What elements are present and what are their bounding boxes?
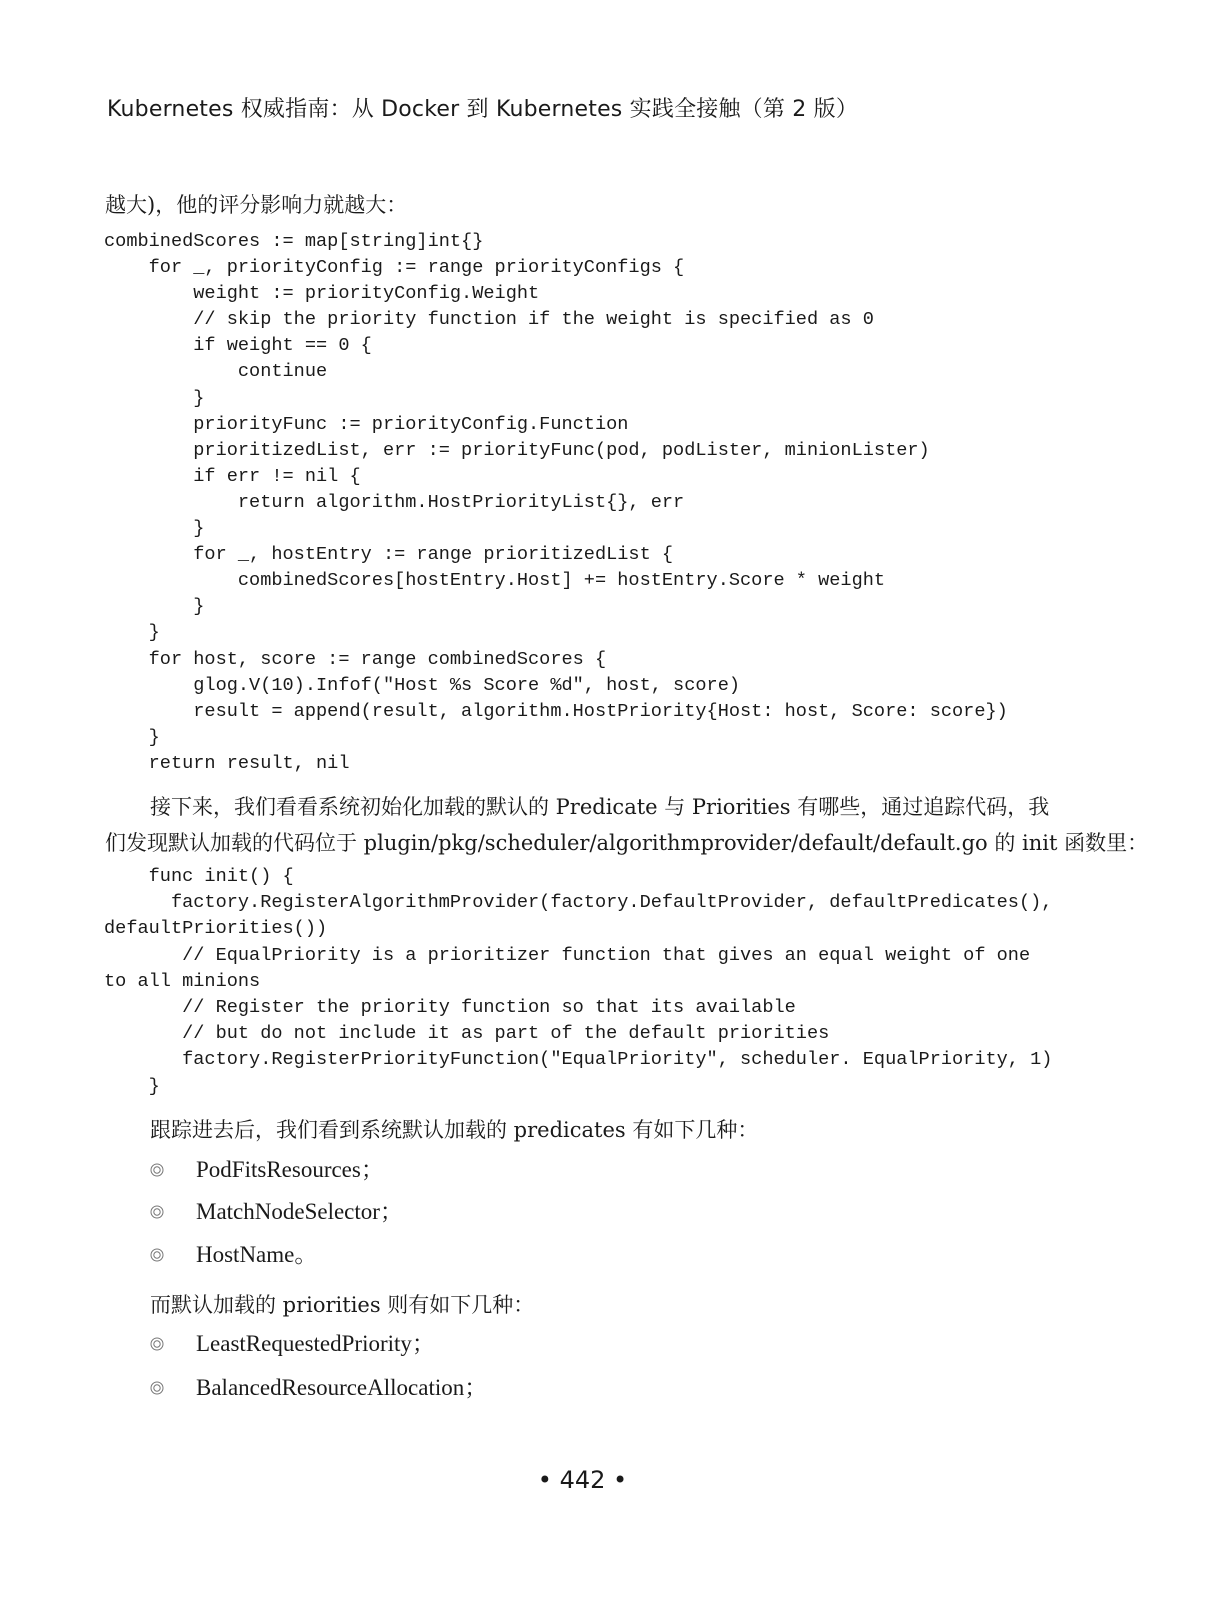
code-line: combinedScores[hostEntry.Host] += hostEntry.Score * weight: [104, 570, 886, 592]
code-line: }: [104, 387, 205, 409]
page-header-title: Kubernetes 权威指南：从 Docker 到 Kubernetes 实践全接触（第 2 版）: [107, 97, 859, 122]
list-item-text: PodFitsResources；: [196, 1157, 384, 1182]
code-line: result = append(result, algorithm.HostPriority{Host: host, Score: score}): [104, 700, 1008, 722]
list-item-text: HostName。: [196, 1242, 318, 1267]
code-line: // but do not include it as part of the default priorities: [104, 1023, 830, 1045]
code-line: factory.RegisterPriorityFunction("EqualPriority", scheduler. EqualPriority, 1): [104, 1049, 1053, 1071]
code-line: for host, score := range combinedScores {: [104, 648, 607, 670]
code-line: // EqualPriority is a prioritizer function that gives an equal weight of one: [104, 944, 1031, 966]
list-item-text: MatchNodeSelector；: [196, 1199, 403, 1224]
code-line: for _, priorityConfig := range priorityConfigs {: [104, 257, 685, 279]
double-circle-bullet-icon: [150, 1337, 164, 1351]
code-line: glog.V(10).Infof("Host %s Score %d", host, score): [104, 674, 741, 696]
code-line: }: [104, 622, 160, 644]
intro-paragraph: 越大)，他的评分影响力就越大：: [105, 193, 408, 217]
double-circle-bullet-icon: [150, 1248, 164, 1262]
paragraph-line: 们发现默认加载的代码位于 plugin/pkg/scheduler/algorithmprovider/default/default.go 的 init 函数里：: [105, 831, 1149, 855]
code-line: }: [104, 518, 205, 540]
code-line: to all minions: [104, 970, 261, 992]
code-line: prioritizedList, err := priorityFunc(pod, podLister, minionLister): [104, 439, 930, 461]
list-item-text: LeastRequestedPriority；: [196, 1331, 435, 1356]
double-circle-bullet-icon: [150, 1205, 164, 1219]
code-block-priority-scoring: [104, 229, 1008, 777]
code-line: }: [104, 1075, 160, 1097]
code-line: factory.RegisterAlgorithmProvider(factory.DefaultProvider, defaultPredicates(),: [104, 892, 1053, 914]
code-line: return result, nil: [104, 752, 350, 774]
code-line: defaultPriorities()): [104, 918, 328, 940]
code-line: weight := priorityConfig.Weight: [104, 283, 540, 305]
double-circle-bullet-icon: [150, 1163, 164, 1177]
list-item-text: BalancedResourceAllocation；: [196, 1375, 488, 1400]
code-line: }: [104, 726, 160, 748]
code-line: return algorithm.HostPriorityList{}, err: [104, 491, 685, 513]
priorities-intro-paragraph: 而默认加载的 priorities 则有如下几种：: [150, 1293, 535, 1317]
code-line: if err != nil {: [104, 465, 361, 487]
code-line: combinedScores := map[string]int{}: [104, 231, 484, 252]
code-line: for _, hostEntry := range prioritizedList {: [104, 544, 674, 566]
predicates-intro-paragraph: 跟踪进去后，我们看到系统默认加载的 predicates 有如下几种：: [150, 1118, 759, 1142]
code-line: func init() {: [104, 866, 294, 887]
code-line: // Register the priority function so that its available: [104, 996, 796, 1018]
code-line: continue: [104, 361, 328, 383]
paragraph-line: 接下来，我们看看系统初始化加载的默认的 Predicate 与 Priorities 有哪些，通过追踪代码，我: [150, 795, 1050, 819]
code-block-init-function: [104, 864, 1052, 1100]
double-circle-bullet-icon: [150, 1381, 164, 1395]
code-line: if weight == 0 {: [104, 335, 372, 357]
code-line: priorityFunc := priorityConfig.Function: [104, 413, 629, 435]
code-line: }: [104, 596, 205, 618]
page-number: • 442 •: [537, 1466, 628, 1494]
code-line: // skip the priority function if the weight is specified as 0: [104, 309, 874, 331]
